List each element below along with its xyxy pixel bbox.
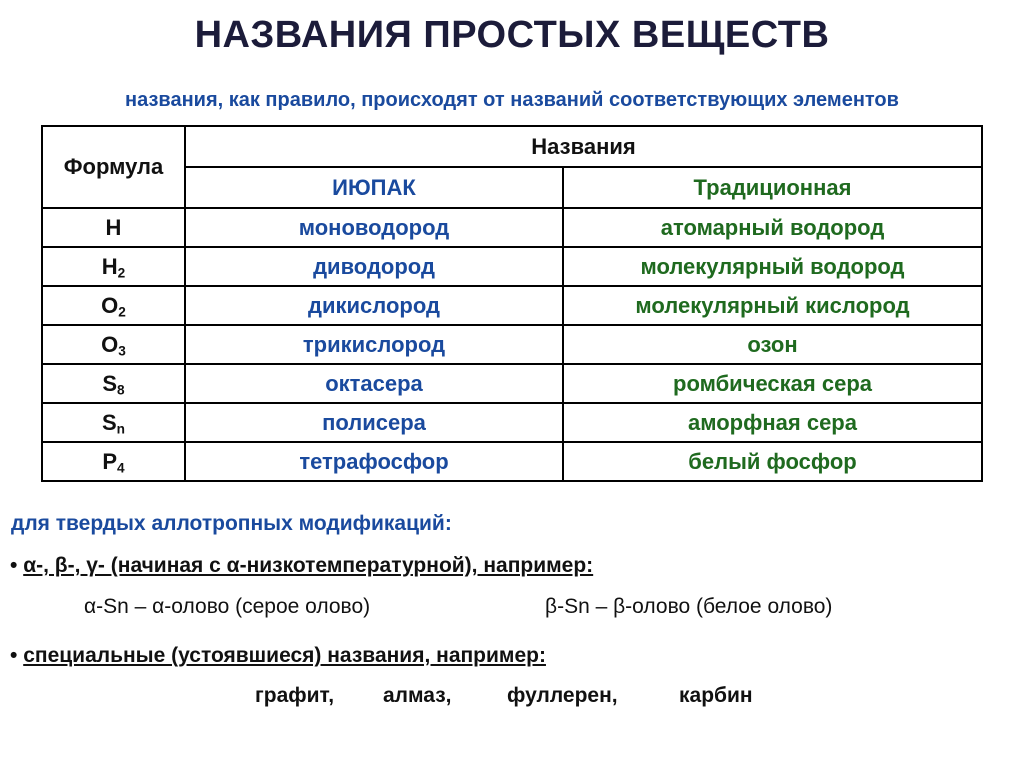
formula-header: Формула [42, 126, 185, 208]
table-row [42, 442, 982, 481]
traditional-name-cell: ромбическая сера [563, 364, 982, 403]
bullet-mark: • [10, 644, 18, 667]
iupac-header: ИЮПАК [185, 167, 563, 208]
page-subtitle: названия, как правило, происходят от названий соответствующих элементов [125, 89, 899, 111]
names-header: Названия [185, 126, 982, 167]
table-row [42, 403, 982, 442]
bullet-text: α-, β-, γ- (начиная с α-низкотемпературной), например: [23, 554, 594, 577]
iupac-name-cell: октасера [185, 364, 563, 403]
iupac-name-cell: диводород [185, 247, 563, 286]
table-row [42, 208, 982, 247]
iupac-name-cell: дикислород [185, 286, 563, 325]
allotropes-heading: для твердых аллотропных модификаций: [11, 512, 452, 535]
traditional-name-cell: аморфная сера [563, 403, 982, 442]
bullet-text: специальные (устоявшиеся) названия, например: [23, 644, 546, 667]
traditional-name-cell: озон [563, 325, 982, 364]
name-fullerene: фуллерен, [507, 684, 618, 707]
names-table [41, 125, 983, 482]
traditional-name-cell: молекулярный водород [563, 247, 982, 286]
formula-cell: $O_2$ [42, 286, 185, 325]
bullet-mark: • [10, 554, 18, 577]
name-diamond: алмаз, [383, 684, 452, 707]
traditional-name-cell: атомарный водород [563, 208, 982, 247]
formula-cell: H [42, 208, 185, 247]
page-title: НАЗВАНИЯ ПРОСТЫХ ВЕЩЕСТВ [194, 14, 830, 56]
formula-cell: $S_n$ [42, 403, 185, 442]
traditional-name-cell: молекулярный кислород [563, 286, 982, 325]
table-row [42, 247, 982, 286]
iupac-name-cell: тетрафосфор [185, 442, 563, 481]
example-beta-tin: β-Sn – β-олово (белое олово) [545, 595, 833, 618]
example-alpha-tin: α-Sn – α-олово (серое олово) [84, 595, 371, 618]
iupac-name-cell: моноводород [185, 208, 563, 247]
bullet-greek-prefixes [10, 554, 593, 578]
table-row [42, 286, 982, 325]
formula-cell: $S_8$ [42, 364, 185, 403]
name-carbyne: карбин [679, 684, 753, 707]
bullet-special-names [10, 644, 546, 668]
traditional-header: Традиционная [563, 167, 982, 208]
formula-cell: $H_2$ [42, 247, 185, 286]
name-graphite: графит, [255, 684, 335, 707]
iupac-name-cell: трикислород [185, 325, 563, 364]
formula-cell: $P_4$ [42, 442, 185, 481]
table-row [42, 325, 982, 364]
formula-cell: $O_3$ [42, 325, 185, 364]
traditional-name-cell: белый фосфор [563, 442, 982, 481]
table-row [42, 364, 982, 403]
iupac-name-cell: полисера [185, 403, 563, 442]
